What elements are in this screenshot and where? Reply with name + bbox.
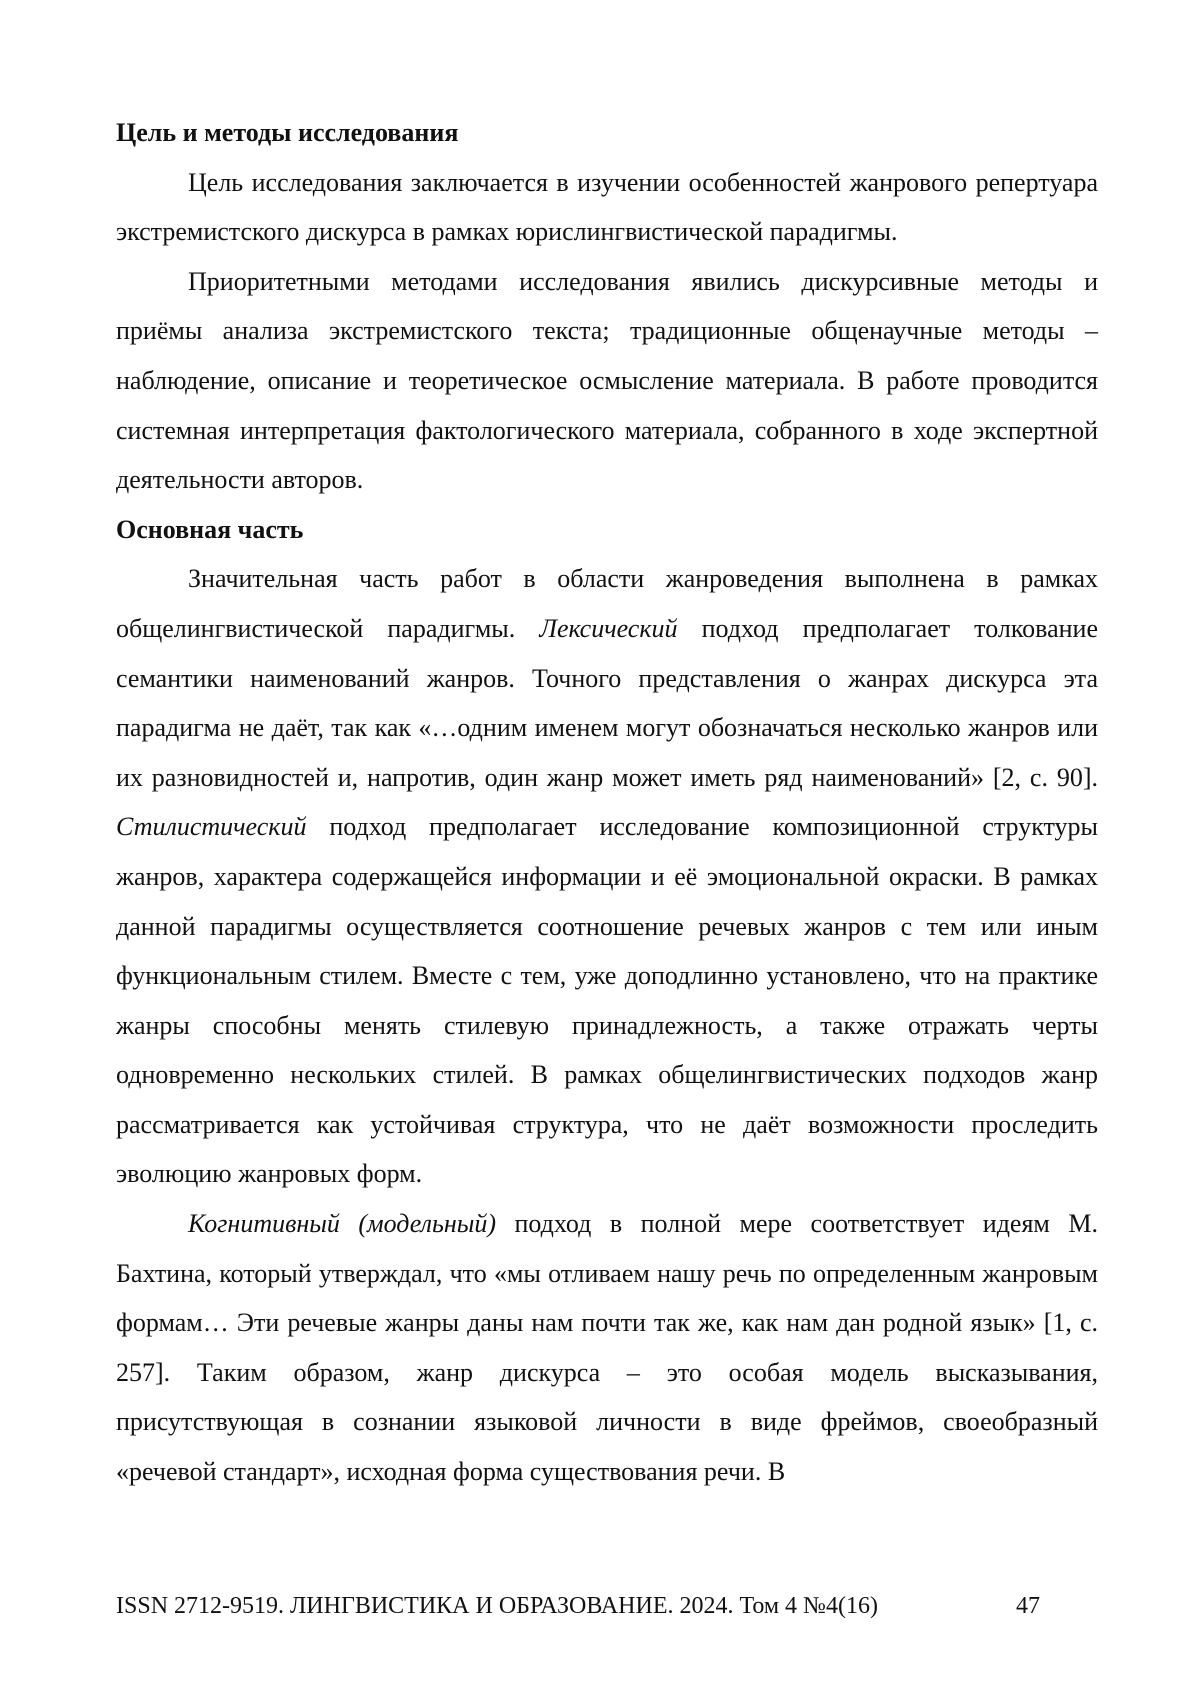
footer-journal-info: ISSN 2712-9519. ЛИНГВИСТИКА И ОБРАЗОВАНИЕ. 2024. Том 4 №4(16) — [116, 1591, 878, 1621]
italic-term-cognitive: Когнитивный (модельный) — [188, 1209, 496, 1238]
paragraph-goal: Цель исследования заключается в изучении особенностей жанрового репертуара экстремистского дискурса в рамках юрислингвистической парадигмы. — [116, 158, 1098, 257]
page-body — [116, 108, 1098, 1497]
paragraph-text: подход в полной мере соответствует идеям М. Бахтина, который утверждал, что «мы отливаем нашу речь по определенным жанровым формам… Эти речевые жанры даны нам почти так же, как нам дан родной язык» [1, с. 257]. Таким образом, жанр дискурса – это особая модель высказывания, присутствующая в сознании языковой личности в виде фреймов, своеобразный «речевой стандарт», исходная форма существования речи. В — [116, 1209, 1098, 1486]
paragraph-methods: Приоритетными методами исследования явились дискурсивные методы и приёмы анализа экстремистского текста; традиционные общенаучные методы – наблюдение, описание и теоретическое осмысление материала. В работе проводится системная интерпретация фактологического материала, собранного в ходе экспертной деятельности авторов. — [116, 257, 1098, 505]
paragraph-general-linguistic — [116, 554, 1098, 1199]
paragraph-text: подход предполагает толкование семантики наименований жанров. Точного представления о жанрах дискурса эта парадигма не даёт, так как «…одним именем могут обозначаться несколько жанров или их разновидностей и, напротив, один жанр может иметь ряд наименований» [2, с. 90]. — [116, 614, 1098, 792]
section-title-goals-methods: Цель и методы исследования — [116, 108, 1098, 158]
italic-term-stylistic: Стилистический — [116, 812, 306, 841]
paragraph-text: Значительная часть работ в области жанроведения выполнена в рамках общелингвистической парадигмы. — [116, 564, 1098, 643]
page-number: 47 — [1016, 1591, 1040, 1621]
section-title-main-part: Основная часть — [116, 505, 1098, 555]
italic-term-lexical: Лексический — [539, 614, 677, 643]
paragraph-text: подход предполагает исследование композиционной структуры жанров, характера содержащейся информации и её эмоциональной окраски. В рамках данной парадигмы осуществляется соотношение речевых жанров с тем или иным функциональным стилем. Вместе с тем, уже доподлинно установлено, что на практике жанры способны менять стилевую принадлежность, а также отражать черты одновременно нескольких стилей. В рамках общелингвистических подходов жанр рассматривается как устойчивая структура, что не даёт возможности проследить эволюцию жанровых форм. — [116, 812, 1098, 1188]
paragraph-cognitive — [116, 1199, 1098, 1497]
